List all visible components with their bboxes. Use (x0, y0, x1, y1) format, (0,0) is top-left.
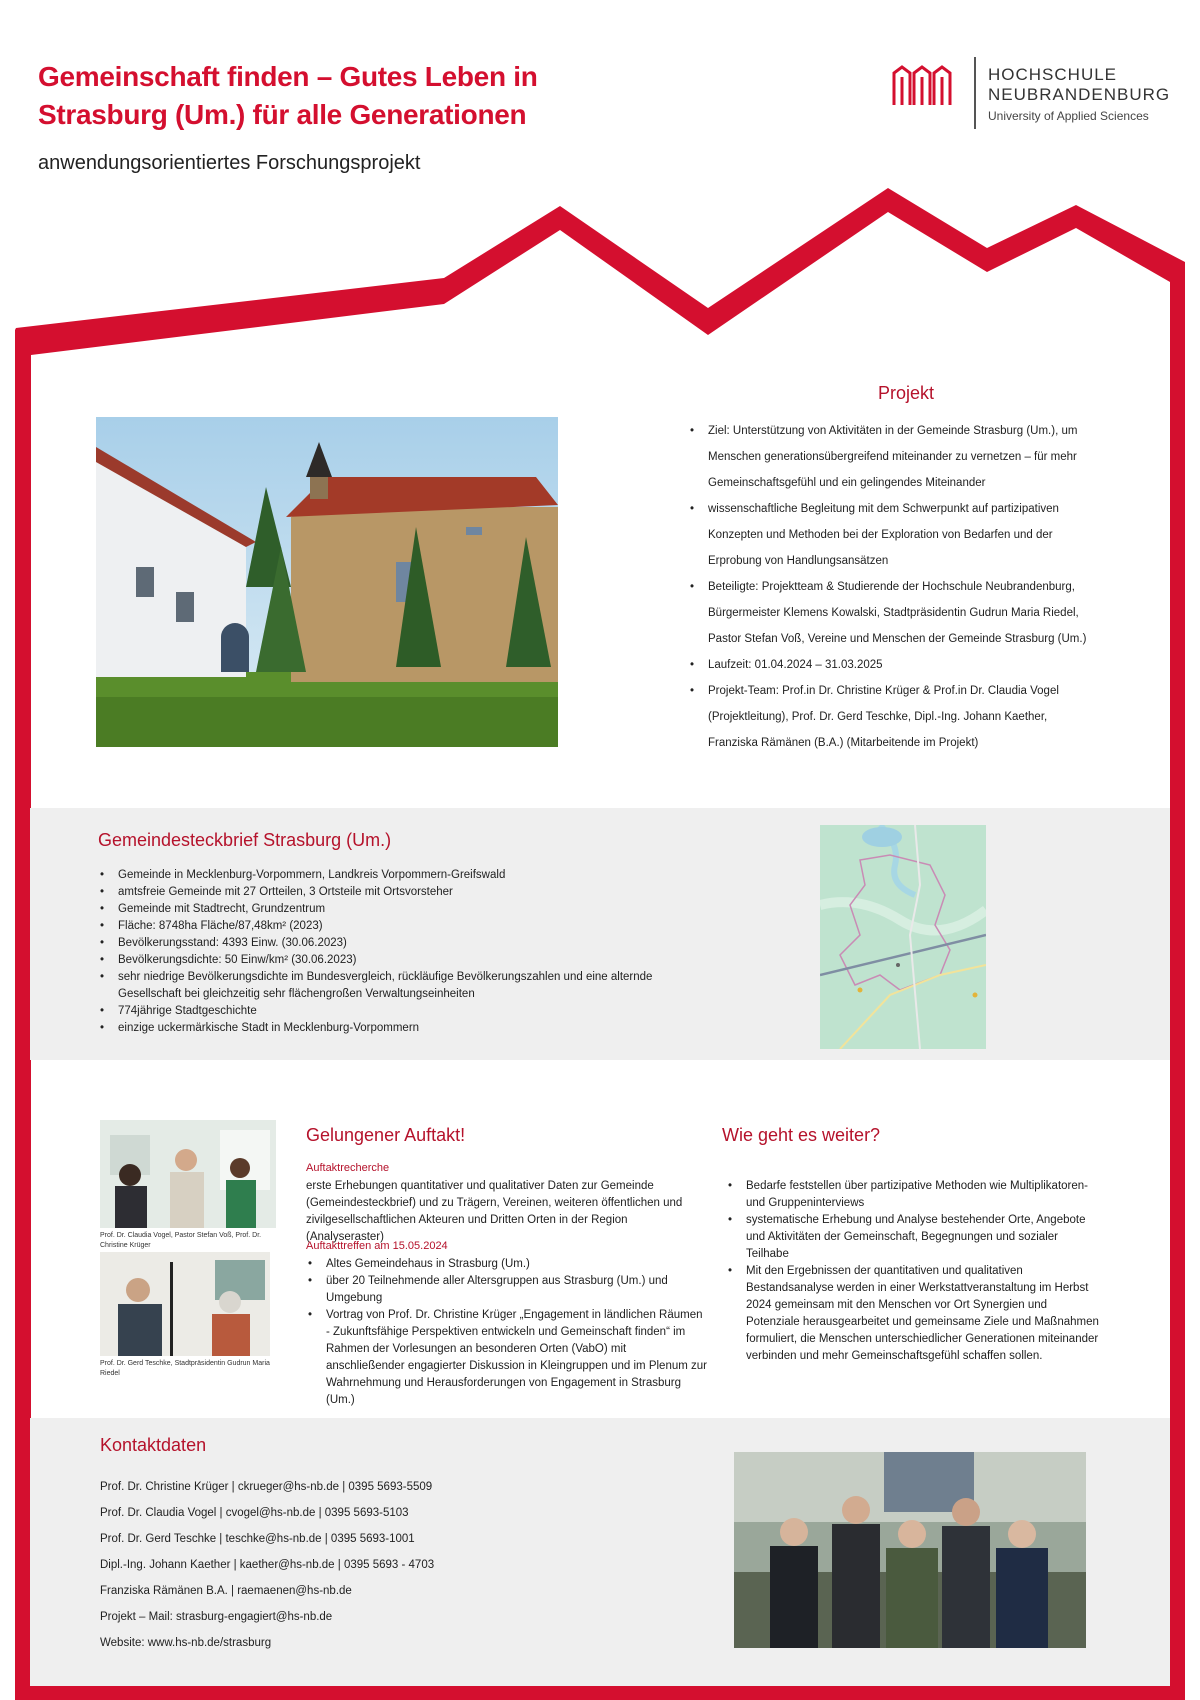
poster-subtitle: anwendungsorientiertes Forschungsprojekt (38, 152, 421, 174)
list-item: • Gemeinde in Mecklenburg-Vorpommern, Landkreis Vorpommern-Greifswald (98, 867, 668, 884)
auftaktrecherche-subheading: Auftaktrecherche (306, 1162, 390, 1174)
auftakt-photo-2 (100, 1252, 270, 1356)
auftakt-heading: Gelungener Auftakt! (306, 1125, 466, 1145)
kontakt-line: Projekt – Mail: strasburg-engagiert@hs-nb.de (100, 1611, 333, 1623)
list-item: • Projekt-Team: Prof.in Dr. Christine Krüger & Prof.in Dr. Claudia Vogel (Projektleitung), Prof. Dr. Gerd Teschke, Dipl.-Ing. Johann Kaether, Franziska Rämänen (B.A.) (Mitarbeitende im Projekt) (688, 678, 1096, 756)
auftakt-list (306, 1256, 708, 1409)
church-building-photo (96, 417, 558, 747)
projekt-heading: Projekt (878, 383, 935, 403)
steckbrief-heading: Gemeindesteckbrief Strasburg (Um.) (98, 830, 392, 850)
list-item: • Laufzeit: 01.04.2024 – 31.03.2025 (688, 652, 1096, 678)
region-map-image (820, 825, 986, 1049)
kontakt-line: Prof. Dr. Claudia Vogel | cvogel@hs-nb.de | 0395 5693-5103 (100, 1507, 409, 1519)
auftakt-photo-1-caption: Prof. Dr. Claudia Vogel, Pastor Stefan Voß, Prof. Dr. Christine Krüger (100, 1232, 262, 1249)
kontakt-line: Dipl.-Ing. Johann Kaether | kaether@hs-nb.de | 0395 5693 - 4703 (100, 1559, 435, 1571)
logo-tagline: University of Applied Sciences (988, 109, 1149, 123)
list-item: • Beteiligte: Projektteam & Studierende der Hochschule Neubrandenburg, Bürgermeister Klemens Kowalski, Stadtpräsidentin Gudrun Maria Riedel, Pastor Stefan Voß, Vereine und Menschen der Gemeinde Strasburg (Um.) (688, 574, 1096, 652)
title-line-2: Strasburg (Um.) für alle Generationen (38, 99, 527, 130)
list-item: • Ziel: Unterstützung von Aktivitäten in der Gemeinde Strasburg (Um.), um Menschen generationsübergreifend miteinander zu vernetzen – für mehr Gemeinschaftsgefühl und ein gelingendes Miteinander (688, 418, 1096, 496)
list-item: • Bevölkerungsdichte: 50 Einw/km² (30.06.2023) (98, 952, 668, 969)
auftakttreffen-subheading: Auftakttreffen am 15.05.2024 (306, 1240, 448, 1252)
list-item: • Gemeinde mit Stadtrecht, Grundzentrum (98, 901, 668, 918)
weiter-list (726, 1178, 1102, 1365)
logo-name-line-2: NEUBRANDENBURG (988, 85, 1171, 104)
kontakt-line: Prof. Dr. Christine Krüger | ckrueger@hs-nb.de | 0395 5693-5509 (100, 1481, 433, 1493)
projekt-list (688, 418, 1096, 756)
kontakt-line: Franziska Rämänen B.A. | raemaenen@hs-nb.de (100, 1585, 352, 1597)
kontakt-list (100, 1474, 660, 1656)
steckbrief-list (98, 867, 668, 1037)
list-item: • Vortrag von Prof. Dr. Christine Krüger „Engagement in ländlichen Räumen - Zukunftsfähige Perspektiven entwickeln und Gemeinschaft finden“ im Rahmen der Vorlesungen an besonderen Orten (VabO) mit anschließender engagierter Diskussion in Kleingruppen und im Plenum zur Wahrnehmung und Herausforderungen von Engagement in Strasburg (Um.) (306, 1307, 708, 1409)
title-line-1: Gemeinschaft finden – Gutes Leben in (38, 61, 538, 92)
list-item: • wissenschaftliche Begleitung mit dem Schwerpunkt auf partizipativen Konzepten und Methoden bei der Exploration von Bedarfen und der Erprobung von Handlungsansätzen (688, 496, 1096, 574)
list-item: • über 20 Teilnehmende aller Altersgruppen aus Strasburg (Um.) und Umgebung (306, 1273, 708, 1307)
list-item: • Fläche: 8748ha Fläche/87,48km² (2023) (98, 918, 668, 935)
kontakt-heading: Kontaktdaten (100, 1435, 207, 1455)
logo-name-line-1: HOCHSCHULE (988, 65, 1118, 84)
kontakt-line: Prof. Dr. Gerd Teschke | teschke@hs-nb.de | 0395 5693-1001 (100, 1533, 415, 1545)
list-item: • Bevölkerungsstand: 4393 Einw. (30.06.2023) (98, 935, 668, 952)
auftakt-photo-1 (100, 1120, 276, 1228)
list-item: • einzige uckermärkische Stadt in Mecklenburg-Vorpommern (98, 1020, 668, 1037)
list-item: • systematische Erhebung und Analyse bestehender Orte, Angebote und Aktivitäten der Gemeinschaft, Begegnungen und sozialer Teilhabe (726, 1212, 1102, 1263)
list-item: • sehr niedrige Bevölkerungsdichte im Bundesvergleich, rückläufige Bevölkerungszahlen und eine alternde Gesellschaft bei gleichzeitig sehr flächengroßen Verwaltungseinheiten (98, 969, 668, 1003)
team-group-photo (734, 1452, 1086, 1648)
kontakt-line: Website: www.hs-nb.de/strasburg (100, 1637, 272, 1649)
weiter-heading: Wie geht es weiter? (722, 1125, 881, 1145)
list-item: • Mit den Ergebnissen der quantitativen und qualitativen Bestandsanalyse werden in einer Werkstattveranstaltung im Herbst 2024 gemeinsam mit den Menschen vor Ort Synergien und Potenziale herausgearbeitet und gemeinsame Ziele und Maßnahmen formuliert, die Menschen unterschiedlicher Generationen miteinander verbinden und mehr Gemeinschaftsgefühl schaffen sollen. (726, 1263, 1102, 1365)
list-item: • 774jährige Stadtgeschichte (98, 1003, 668, 1020)
auftaktrecherche-text: erste Erhebungen quantitativer und qualitativer Daten zur Gemeinde (Gemeindesteckbrief) und zu Trägern, Vereinen, weiteren öffentlichen und zivilgesellschaftlichen Akteuren und Dritten Orten in der Region (Analyseraster) (306, 1180, 683, 1243)
list-item: • Altes Gemeindehaus in Strasburg (Um.) (306, 1256, 708, 1273)
list-item: • amtsfreie Gemeinde mit 27 Ortteilen, 3 Ortsteile mit Ortsvorsteher (98, 884, 668, 901)
list-item: • Bedarfe feststellen über partizipative Methoden wie Multiplikatoren- und Gruppeninterviews (726, 1178, 1102, 1212)
auftakt-photo-2-caption: Prof. Dr. Gerd Teschke, Stadtpräsidentin Gudrun Maria Riedel (100, 1360, 270, 1377)
